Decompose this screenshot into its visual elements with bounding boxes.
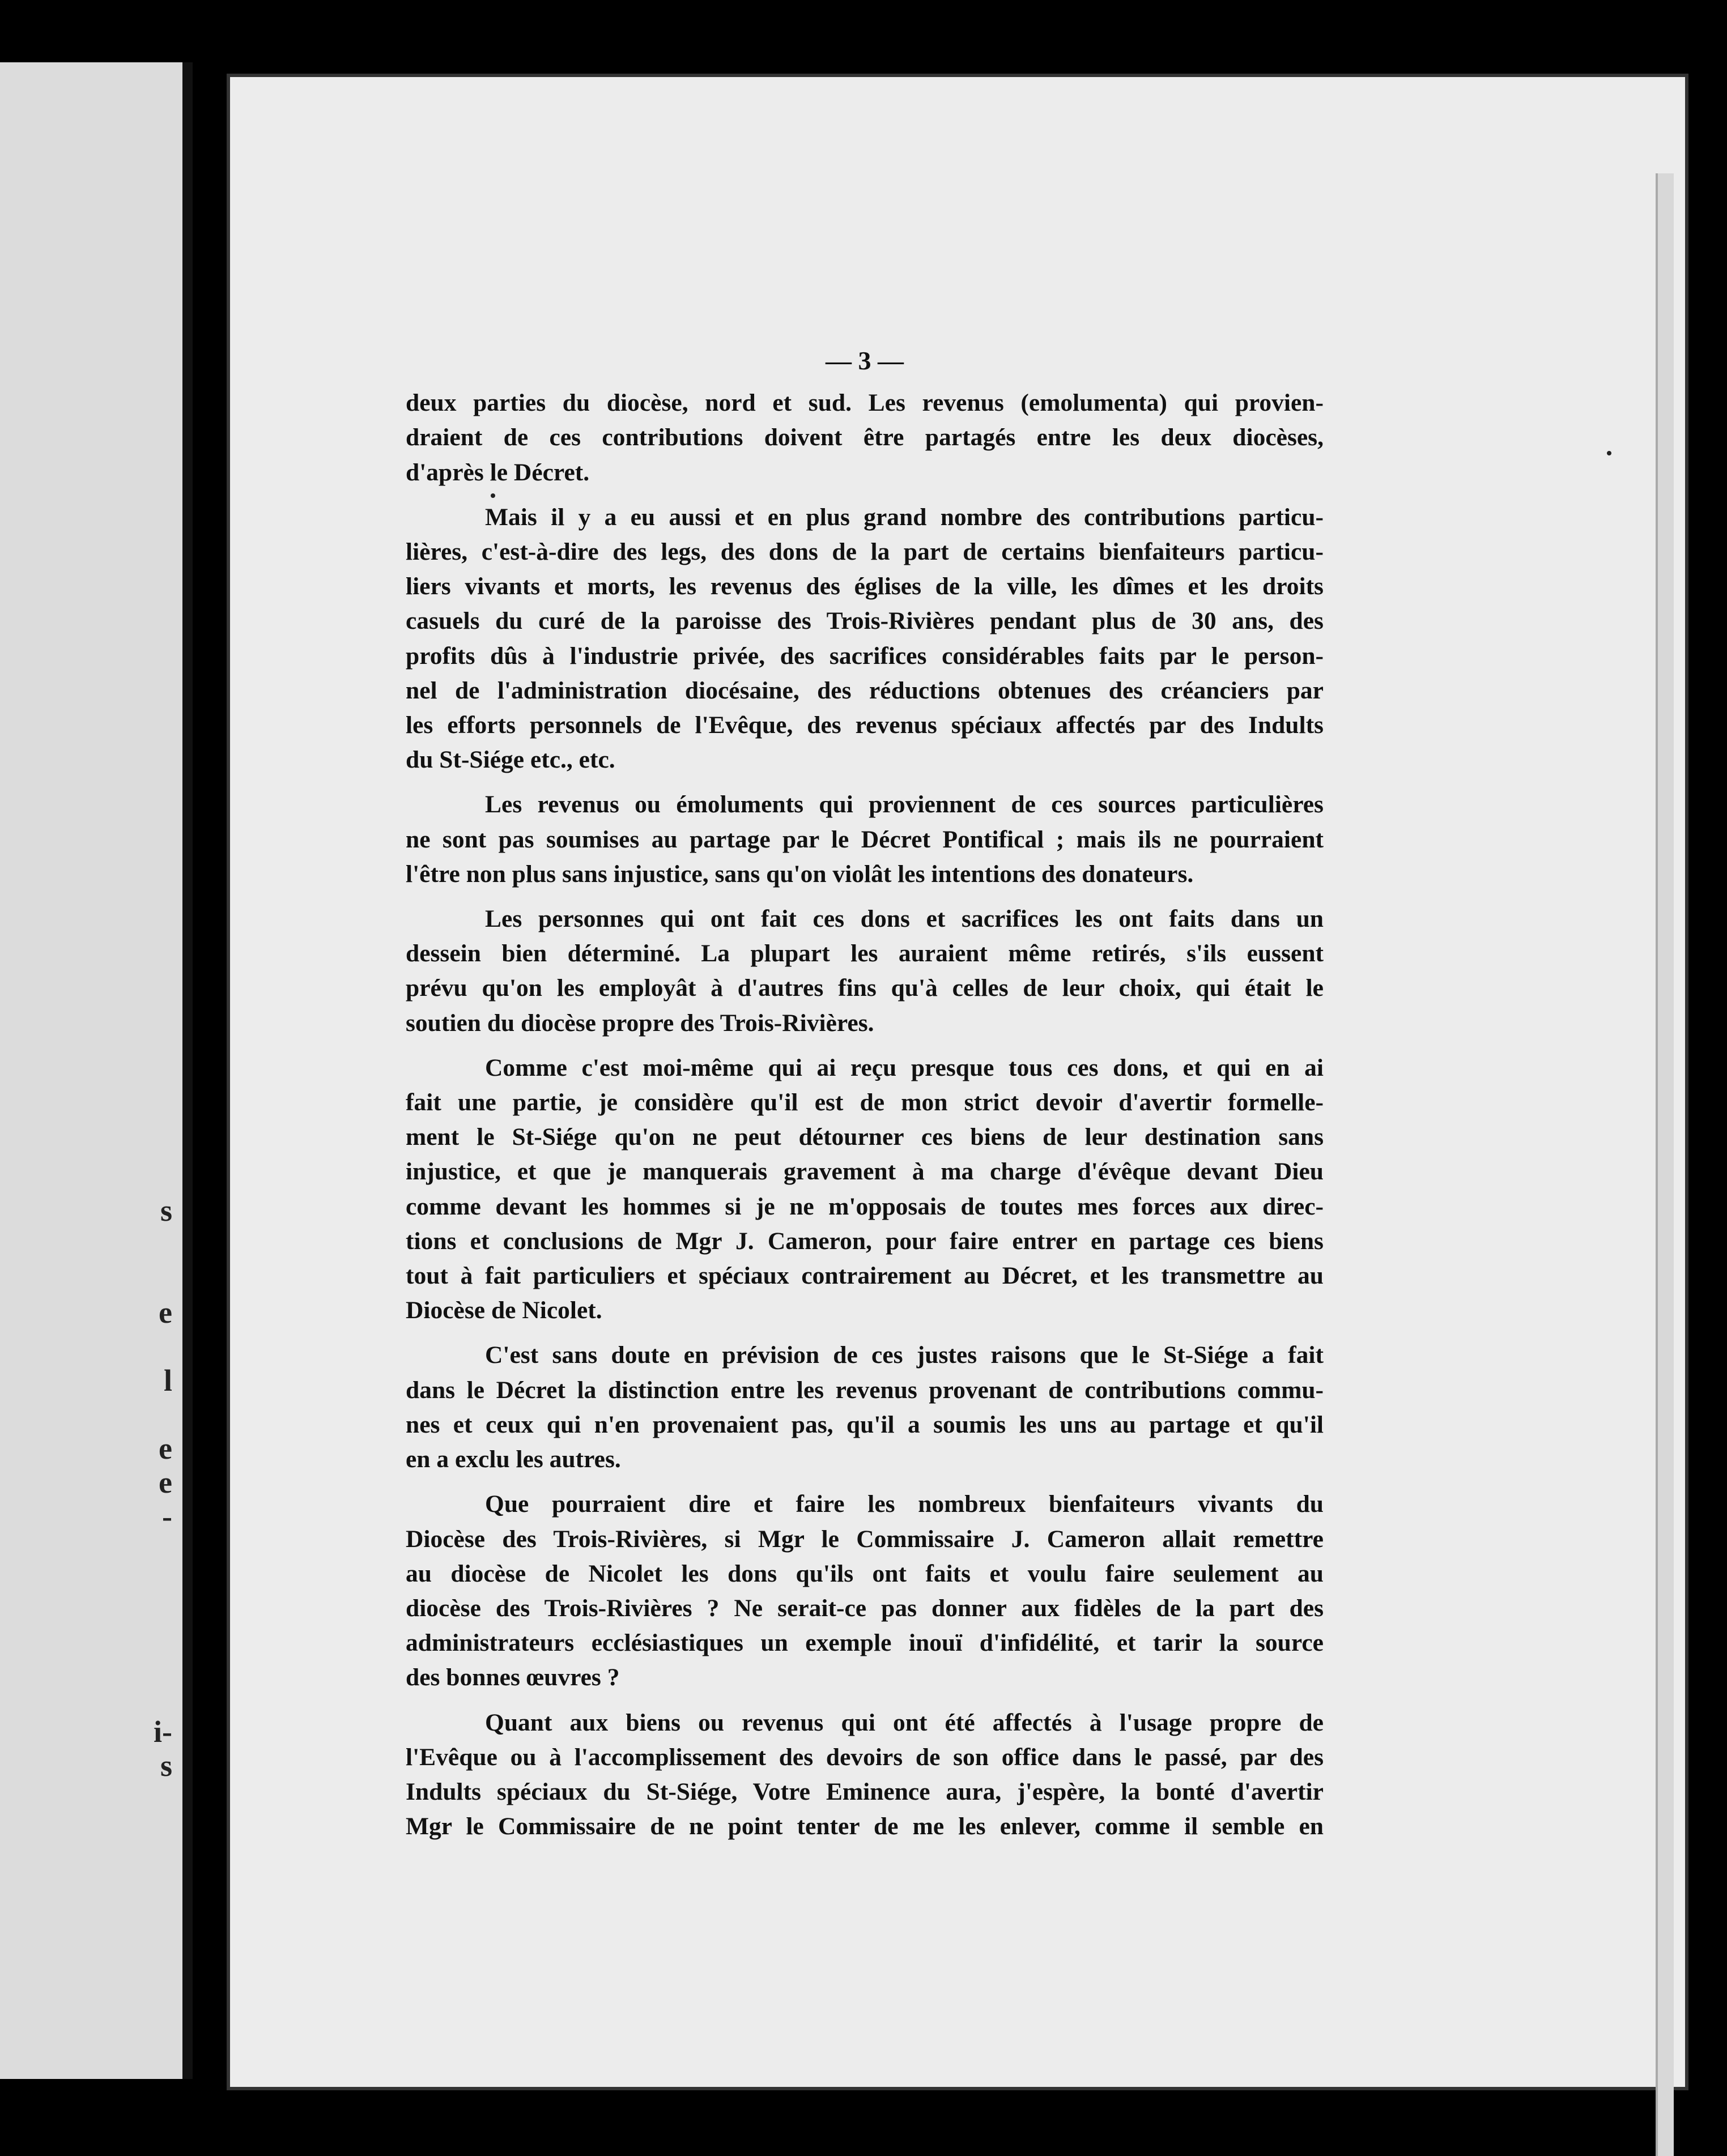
text-line: Diocèse des Trois-Rivières, si Mgr le Commissaire J. Cameron allait remettre: [406, 1525, 1324, 1553]
paragraph: [406, 1051, 1324, 1328]
text-line: l'être non plus sans injustice, sans qu'on violât les intentions des donateurs.: [406, 860, 1194, 888]
text-line: tout à fait particuliers et spéciaux contrairement au Décret, et les transmettre au: [406, 1262, 1324, 1290]
document-body: [406, 343, 1324, 1850]
paragraph: [406, 386, 1324, 490]
paragraph: [406, 1338, 1324, 1477]
text-line: Que pourraient dire et faire les nombreux bienfaiteurs vivants du: [485, 1490, 1324, 1518]
paragraphs: [406, 386, 1324, 1844]
left-fragment: s: [160, 1749, 172, 1783]
speck: [1607, 451, 1611, 455]
left-fragment: s: [160, 1194, 172, 1228]
page-edge: [1656, 173, 1674, 2156]
text-line: liers vivants et morts, les revenus des églises de la ville, les dîmes et les droits: [406, 573, 1324, 600]
paragraph: [406, 1706, 1324, 1844]
text-line: nes et ceux qui n'en provenaient pas, qu'il a soumis les uns au partage et qu'il: [406, 1411, 1324, 1438]
text-line: dans le Décret la distinction entre les revenus provenant de contributions commu-: [406, 1376, 1324, 1404]
text-line: Mgr le Commissaire de ne point tenter de me les enlever, comme il semble en: [406, 1813, 1324, 1840]
text-line: tions et conclusions de Mgr J. Cameron, pour faire entrer en partage ces biens: [406, 1227, 1324, 1255]
text-line: d'après le Décret.: [406, 458, 590, 486]
text-line: du St-Siége etc., etc.: [406, 746, 615, 774]
text-line: lières, c'est-à-dire des legs, des dons de la part de certains bienfaiteurs particu-: [406, 538, 1324, 566]
text-line: les efforts personnels de l'Evêque, des revenus spéciaux affectés par des Indults: [406, 711, 1324, 739]
text-line: l'Evêque ou à l'accomplissement des devoirs de son office dans le passé, par des: [406, 1743, 1324, 1771]
text-line: injustice, et que je manquerais gravement à ma charge d'évêque devant Dieu: [406, 1158, 1324, 1186]
page-number: — 3 —: [826, 346, 904, 375]
text-line: draient de ces contributions doivent être partagés entre les deux diocèses,: [406, 424, 1324, 451]
left-fragment: i-: [154, 1715, 172, 1749]
text-line: comme devant les hommes si je ne m'opposais de toutes mes forces aux direc-: [406, 1192, 1324, 1220]
text-line: profits dûs à l'industrie privée, des sacrifices considérables faits par le person-: [406, 642, 1324, 670]
left-fragment: e: [159, 1296, 172, 1330]
text-line: Quant aux biens ou revenus qui ont été affectés à l'usage propre de: [485, 1708, 1324, 1736]
paragraph: [406, 1487, 1324, 1695]
left-fragment: e: [159, 1431, 172, 1465]
left-fragment: -: [162, 1499, 172, 1533]
text-line: Mais il y a eu aussi et en plus grand nombre des contributions particu-: [485, 503, 1324, 531]
text-line: deux parties du diocèse, nord et sud. Les revenus (emolumenta) qui provien-: [406, 389, 1324, 417]
text-line: Indults spéciaux du St-Siége, Votre Eminence aura, j'espère, la bonté d'avertir: [406, 1778, 1324, 1805]
text-line: au diocèse de Nicolet les dons qu'ils ont faits et voulu faire seulement au: [406, 1560, 1324, 1587]
text-line: casuels du curé de la paroisse des Trois-Rivières pendant plus de 30 ans, des: [406, 607, 1324, 635]
text-line: soutien du diocèse propre des Trois-Rivières.: [406, 1009, 874, 1037]
text-line: Les revenus ou émoluments qui proviennent de ces sources particulières: [485, 791, 1324, 819]
text-line: ment le St-Siége qu'on ne peut détourner ces biens de leur destination sans: [406, 1123, 1324, 1151]
paragraph: [406, 500, 1324, 778]
left-fragment: l: [163, 1364, 172, 1397]
text-line: nel de l'administration diocésaine, des réductions obtenues des créanciers par: [406, 676, 1324, 704]
text-line: en a exclu les autres.: [406, 1446, 621, 1473]
text-line: ne sont pas soumises au partage par le Décret Pontifical ; mais ils ne pourraient: [406, 825, 1324, 853]
text-line: Les personnes qui ont fait ces dons et sacrifices les ont faits dans un: [485, 905, 1324, 933]
text-line: administrateurs ecclésiastiques un exemple inouï d'infidélité, et tarir la source: [406, 1629, 1324, 1657]
text-line: des bonnes œuvres ?: [406, 1664, 620, 1691]
text-line: C'est sans doute en prévision de ces justes raisons que le St-Siége a fait: [485, 1341, 1324, 1369]
left-fragment: e: [159, 1465, 172, 1499]
text-line: Comme c'est moi-même qui ai reçu presque tous ces dons, et qui en ai: [485, 1054, 1324, 1081]
text-line: diocèse des Trois-Rivières ? Ne serait-ce pas donner aux fidèles de la part des: [406, 1594, 1324, 1622]
paragraph: [406, 902, 1324, 1041]
text-line: fait une partie, je considère qu'il est de mon strict devoir d'avertir formelle-: [406, 1089, 1324, 1117]
paragraph: [406, 787, 1324, 892]
text-line: Diocèse de Nicolet.: [406, 1297, 602, 1324]
text-line: dessein bien déterminé. La plupart les auraient même retirés, s'ils eussent: [406, 940, 1324, 968]
left-page-fragment: [0, 62, 193, 2079]
text-line: prévu qu'on les employât à d'autres fins qu'à celles de leur choix, qui était le: [406, 974, 1324, 1002]
document-page: [227, 74, 1688, 2090]
